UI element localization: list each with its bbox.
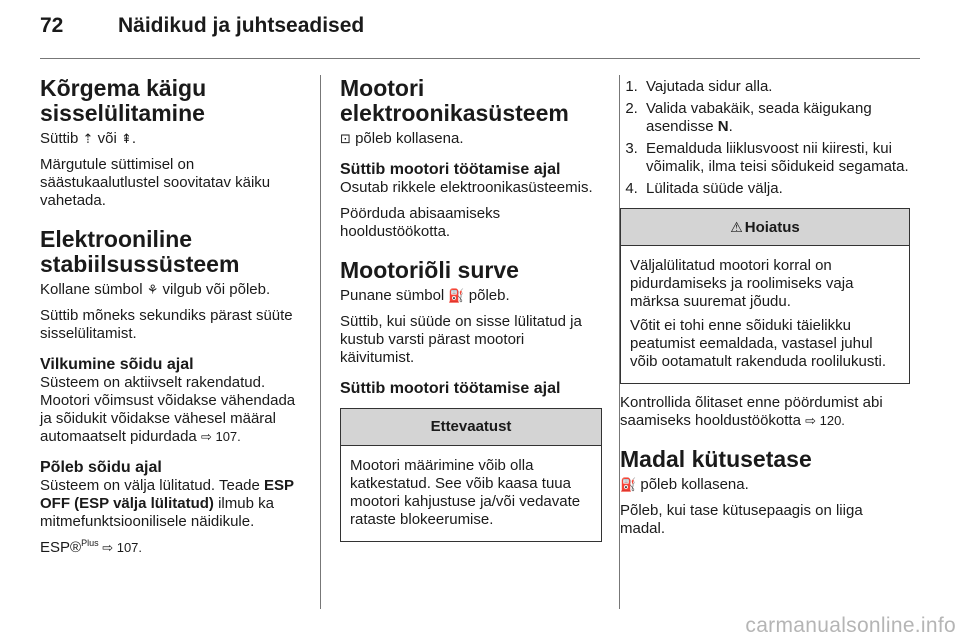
warning-header [621, 209, 909, 246]
section-title-low-fuel: Madal kütusetase [620, 446, 812, 472]
subsection-engine-running: Süttib mootori töötamise ajal [340, 161, 561, 178]
text: Süttib [40, 130, 83, 147]
low-fuel-paragraph-1 [620, 476, 910, 494]
engine-running-paragraph-2: Pöörduda abisaamiseks hooldustöökotta. [340, 205, 501, 240]
oil-can-icon: ⛽ [448, 288, 465, 303]
text: . [131, 130, 137, 147]
warning-text-2: Võtit ei tohi enne sõiduki täielikku peatumist eemaldada, vastasel juhul võib ootamatult rakenduda roolilukusti. [630, 317, 886, 370]
low-fuel-paragraph-2: Põleb, kui tase kütusepaagis on liiga madal. [620, 502, 863, 537]
warning-triangle-icon: ⚠ [730, 219, 743, 235]
column-divider-1 [320, 75, 321, 609]
section-title-engine-electronics: Mootori elektroonikasüsteem [340, 75, 569, 126]
upshift-icon: ⇡ [82, 131, 94, 146]
text: Süsteem on aktiivselt rakendatud. Mootori võimsust võidakse vähendada ja sõidukit võidakse vähesel määral automaatselt pidurdada [40, 374, 296, 445]
subsection-illuminated: Põleb sõidu ajal [40, 459, 162, 476]
upshift-alt-icon: ⇞ [120, 131, 132, 146]
caution-box [340, 408, 602, 542]
text: ilmub ka mitmefunktsioonilisele näidikule. [40, 495, 274, 530]
caution-text: Mootori määrimine võib olla katkestatud. See võib kaasa tuua mootori kahjustuse ja/või vedavate rataste blokeerumise. [350, 457, 581, 528]
upshift-paragraph-1 [40, 130, 302, 148]
flashing-paragraph [40, 374, 302, 446]
superscript: Plus [81, 538, 99, 548]
text: Süsteem on välja lülitatud. Teade [40, 477, 265, 494]
text: Kollane sümbol [40, 281, 147, 298]
oil-pressure-paragraph-2: Süttib, kui süüde on sisse lülitatud ja kustub varsti pärast mootori käivitumist. [340, 313, 582, 366]
text: põleb kollasena. [636, 476, 749, 493]
engine-electronics-paragraph [340, 130, 602, 148]
text: Valida vabakäik, seada käigukang asendisse [646, 100, 872, 135]
step-3: 3. Eemalduda liiklusvoost nii kiiresti, kui võimalik, ilma teisi sõidukeid segamata. [642, 140, 910, 176]
esp-icon: ⚘ [146, 282, 159, 297]
text: ESP® [40, 539, 82, 556]
text: . [728, 118, 733, 135]
caution-title: Ettevaatust [341, 409, 601, 446]
warning-title: Hoiatus [744, 219, 800, 236]
page-reference: ⇨ 107. [98, 540, 143, 555]
oil-check-paragraph [620, 394, 910, 430]
steps-list [620, 78, 910, 198]
warning-text-1: Väljalülitatud mootori korral on pidurdamiseks ja roolimiseks vaja märksa suuremat jõudu. [630, 257, 854, 310]
esp-plus-reference [40, 539, 302, 557]
warning-box [620, 208, 910, 384]
text: Punane sümbol [340, 287, 449, 304]
text: põleb. [464, 287, 510, 304]
page-number: 72 [40, 14, 64, 37]
step-4: 4. Lülitada süüde välja. [642, 180, 910, 198]
header-rule [40, 58, 920, 59]
page-reference: ⇨ 120. [805, 413, 845, 428]
text: või [93, 130, 121, 147]
text: Kontrollida õlitaset enne pöördumist abi saamiseks hooldustöökotta [620, 394, 883, 429]
subsection-oil-engine-running: Süttib mootori töötamise ajal [340, 380, 561, 397]
section-title-upshift: Kõrgema käigu sisselülitamine [40, 75, 207, 126]
engine-icon: ⊡ [340, 131, 351, 146]
step-2 [642, 100, 910, 136]
section-title-oil-pressure: Mootoriõli surve [340, 257, 519, 283]
step-1: 1. Vajutada sidur alla. [642, 78, 910, 96]
text: vilgub või põleb. [158, 281, 271, 298]
esp-paragraph-1 [40, 281, 302, 299]
illuminated-paragraph [40, 477, 302, 531]
column-3 [620, 76, 910, 546]
upshift-paragraph-2: Märgutule süttimisel on säästukaalutlustel soovitatav käiku vahetada. [40, 156, 271, 209]
page-header [40, 14, 920, 50]
esp-paragraph-2: Süttib mõneks sekundiks pärast süüte sisselülitamist. [40, 307, 293, 342]
engine-running-paragraph-1: Osutab rikkele elektroonikasüsteemis. [340, 179, 593, 196]
column-1 [40, 76, 302, 565]
warning-body [621, 246, 909, 383]
oil-pressure-paragraph-1 [340, 287, 602, 305]
gear-position: N [717, 118, 729, 135]
watermark: carmanualsonline.info [745, 614, 956, 637]
caution-body [341, 446, 601, 541]
page-reference: ⇨ 107. [200, 429, 241, 444]
subsection-flashing: Vilkumine sõidu ajal [40, 356, 194, 373]
message-text: ESP OFF (ESP välja lülitatud) [40, 477, 294, 512]
chapter-title: Näidikud ja juhtseadised [118, 14, 365, 37]
fuel-pump-icon: ⛽ [620, 477, 637, 492]
text: põleb kollasena. [350, 130, 464, 147]
section-title-esp: Elektrooniline stabiilsussüsteem [40, 226, 240, 277]
column-2 [340, 76, 602, 552]
